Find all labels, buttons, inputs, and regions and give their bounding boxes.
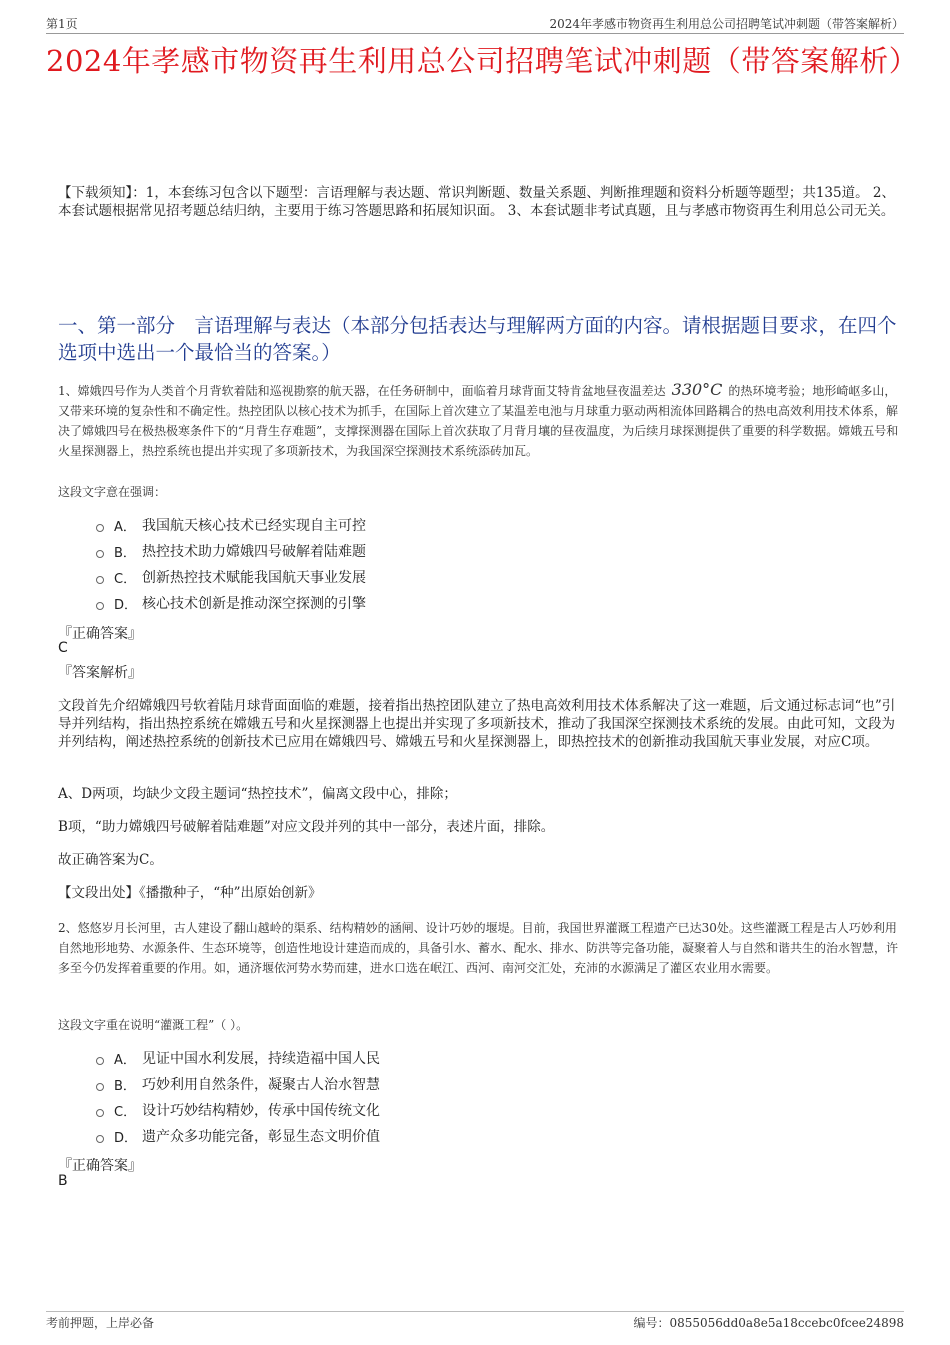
answer-label: 『正确答案』	[58, 1158, 142, 1174]
page-header	[46, 15, 904, 33]
question-2-options	[96, 1045, 380, 1149]
option-c[interactable]: C． 设计巧妙结构精妙，传承中国传统文化	[96, 1097, 380, 1123]
option-d[interactable]: D． 核心技术创新是推动深空探测的引擎	[96, 590, 366, 616]
correct-answer: B	[58, 1173, 68, 1189]
page-footer	[46, 1314, 904, 1332]
document-id: 编号：0855056dd0a8e5a18ccebc0fcee24898	[633, 1316, 904, 1330]
option-a[interactable]: A． 见证中国水利发展，持续造福中国人民	[96, 1045, 380, 1071]
option-b[interactable]: B． 热控技术助力嫦娥四号破解着陆难题	[96, 538, 366, 564]
radio-icon[interactable]	[96, 1135, 104, 1143]
question-2-text: 2、悠悠岁月长河里，古人建设了翻山越岭的渠系、结构精妙的涵闸、设计巧妙的堰堤。目前，我国世界灌溉工程遗产已达30处。这些灌溉工程是古人巧妙利用自然地形地势、水源条件、生态环境等，创造性地设计建造而成的，具备引水、蓄水、配水、排水、防洪等完备功能，凝聚着人与自然和谐共生的治水智慧，许多至今仍发挥着重要的作用。如，通济堰依河势水势而建，进水口选在岷江、西河、南河交汇处，充沛的水源满足了灌区农业用水需要。	[58, 921, 899, 975]
radio-icon[interactable]	[96, 1083, 104, 1091]
section-title: 一、第一部分 言语理解与表达（本部分包括表达与理解两方面的内容。请根据题目要求，在四个选项中选出一个最恰当的答案。）	[58, 314, 897, 364]
radio-icon[interactable]	[96, 550, 104, 558]
question-2-stem: 这段文字重在说明“灌溉工程”（ ）。	[58, 1018, 249, 1032]
analysis-label: 『答案解析』	[58, 665, 142, 681]
question-1-text: 1、嫦娥四号作为人类首个月背软着陆和巡视勘察的航天器，在任务研制中，面临着月球背面艾特肯盆地昼夜温差达 330°C 的热环境考验；地形崎岖多山，又带来环境的复杂性和不确定性。热控团队以核心技术为抓手，在国际上首次建立了某温差电池与月球重力驱动两相流体回路耦合的热电高效利用技术体系，解决了嫦娥四号在极热极寒条件下的“月背生存难题”，支撑探测器在国际上首次获取了月背月壤的昼夜温度，为后续月球探测提供了重要的科学数据。嫦娥五号和火星探测器上，热控系统也提出并实现了多项新技术，为我国深空探测技术系统添砖加瓦。	[58, 380, 899, 458]
option-c[interactable]: C． 创新热控技术赋能我国航天事业发展	[96, 564, 366, 590]
option-b[interactable]: B． 巧妙利用自然条件，凝聚古人治水智慧	[96, 1071, 380, 1097]
correct-answer: C	[58, 640, 68, 656]
radio-icon[interactable]	[96, 1109, 104, 1117]
analysis-line: B项，“助力嫦娥四号破解着陆难题”对应文段并列的其中一部分，表述片面，排除。	[58, 819, 555, 835]
question-1-options	[96, 512, 366, 616]
analysis-conclusion: 故正确答案为C。	[58, 852, 163, 868]
question-1-stem: 这段文字意在强调：	[58, 485, 167, 499]
analysis-paragraph: 文段首先介绍嫦娥四号软着陆月球背面面临的难题，接着指出热控团队建立了热电高效利用技术体系解决了这一难题，后文通过标志词“也”引导并列结构，指出热控系统在嫦娥五号和火星探测器上也提出并实现了多项新技术，推动了我国深空探测技术系统的发展。由此可知，文段为并列结构，阐述热控系统的创新技术已应用在嫦娥四号、嫦娥五号和火星探测器上，即热控技术的创新推动我国航天事业发展，对应C项。	[58, 698, 896, 750]
radio-icon[interactable]	[96, 524, 104, 532]
footer-divider	[46, 1311, 904, 1312]
download-notice: 【下载须知】：1，本套练习包含以下题型：言语理解与表达题、常识判断题、数量关系题、判断推理题和资料分析题等题型；共135道。 2、本套试题根据常见招考题总结归纳，主要用于练习答题思路和拓展知识面。 3、本套试题非考试真题，且与孝感市物资再生利用总公司无关。	[58, 185, 895, 219]
temperature-formula: 330°C	[671, 380, 723, 399]
footer-slogan: 考前押题，上岸必备	[46, 1316, 155, 1330]
header-doc-title: 2024年孝感市物资再生利用总公司招聘笔试冲刺题（带答案解析）	[549, 17, 904, 31]
page-number: 第1页	[46, 17, 78, 31]
radio-icon[interactable]	[96, 1057, 104, 1065]
header-divider	[46, 33, 904, 34]
answer-label: 『正确答案』	[58, 626, 142, 642]
radio-icon[interactable]	[96, 602, 104, 610]
source-citation: 【文段出处】《播撒种子，“种”出原始创新》	[58, 885, 322, 901]
analysis-line: A、D两项，均缺少文段主题词“热控技术”，偏离文段中心，排除；	[58, 786, 457, 802]
option-d[interactable]: D． 遗产众多功能完备，彰显生态文明价值	[96, 1123, 380, 1149]
document-title: 2024年孝感市物资再生利用总公司招聘笔试冲刺题（带答案解析）	[46, 44, 919, 78]
radio-icon[interactable]	[96, 576, 104, 584]
option-a[interactable]: A． 我国航天核心技术已经实现自主可控	[96, 512, 366, 538]
